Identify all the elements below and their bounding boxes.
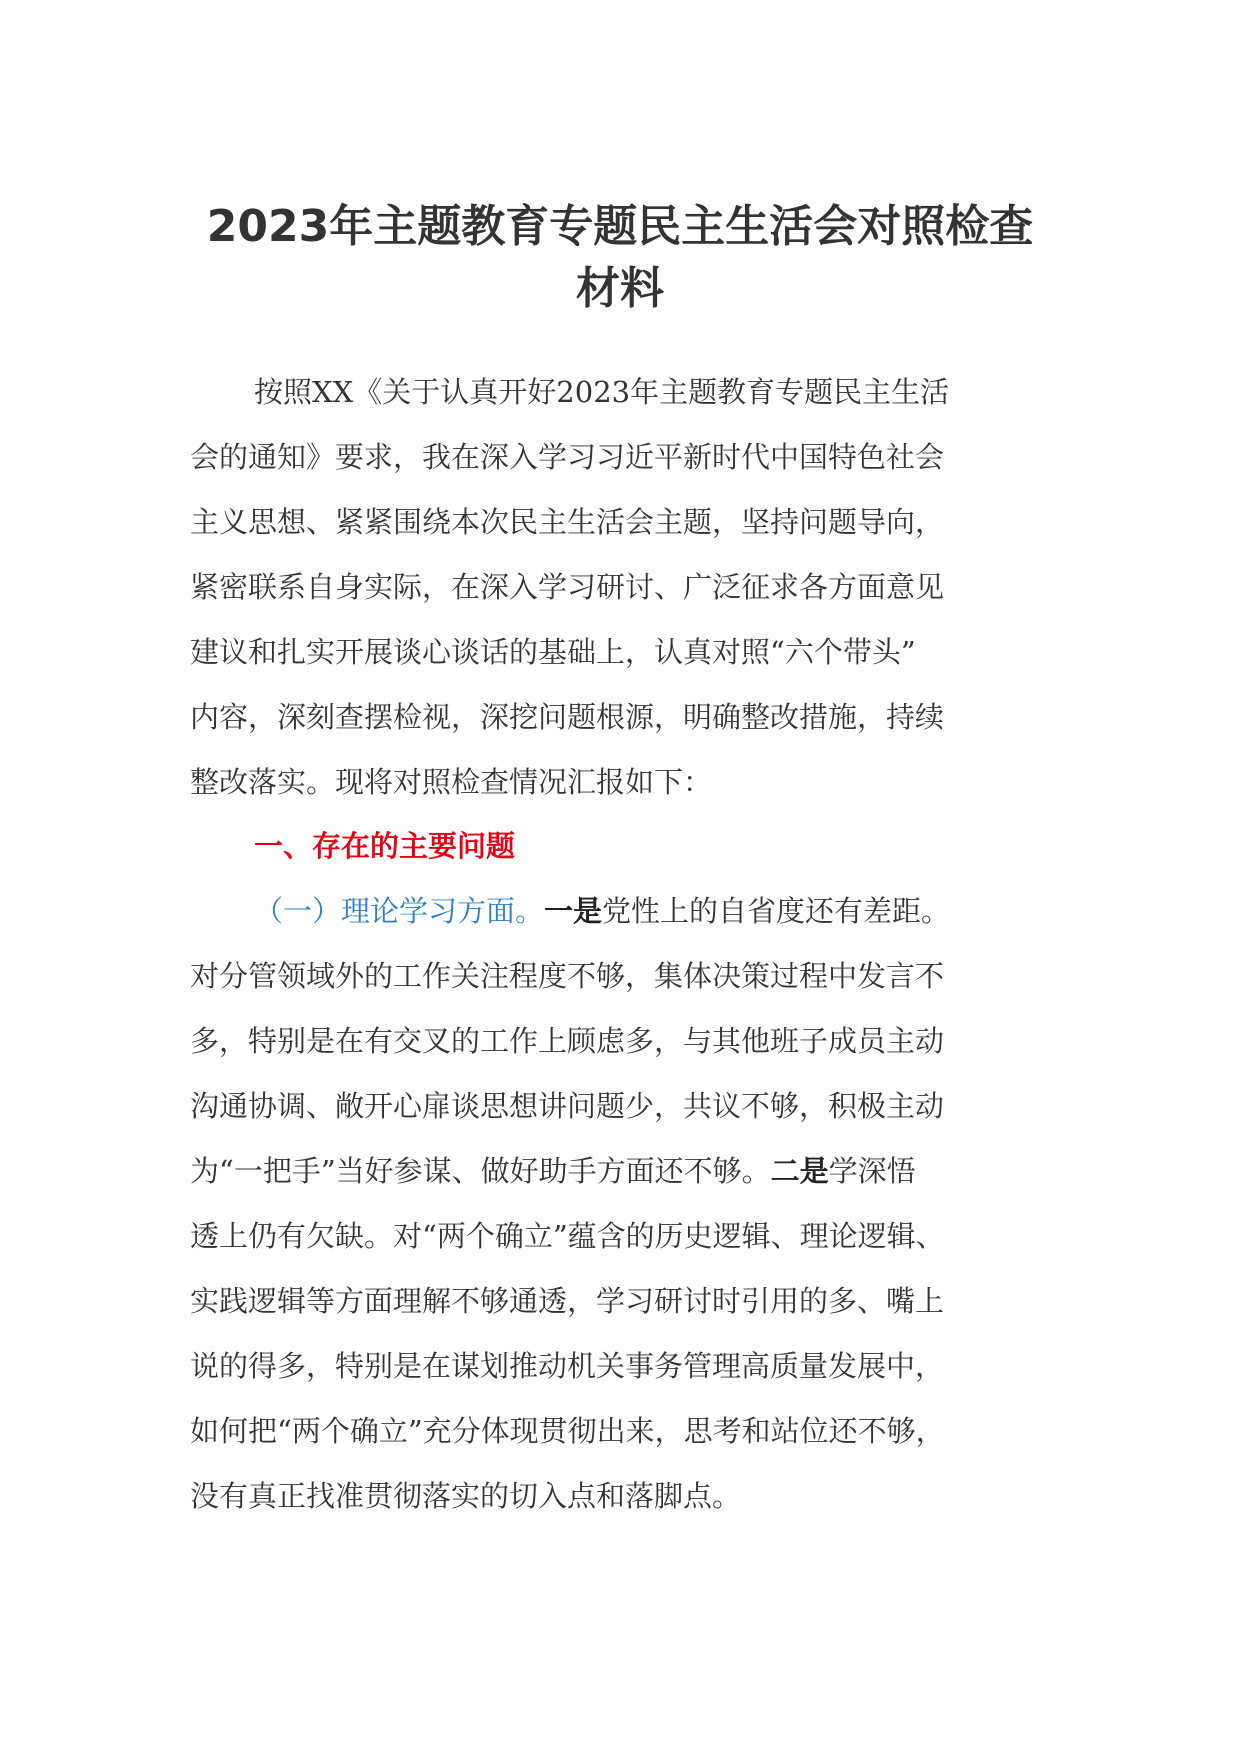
paragraph-line: 沟通协调、敞开心扉谈思想讲问题少，共议不够，积极主动 (190, 1089, 945, 1123)
title-line-1: 2023年主题教育专题民主生活会对照检查 (206, 201, 1034, 252)
intro-paragraph (190, 360, 1070, 815)
bold-lead-second: 二是 (770, 1154, 829, 1188)
line-text: 学深悟 (828, 1154, 916, 1188)
intro-line: 建议和扎实开展谈心谈话的基础上，认真对照“六个带头” (190, 635, 916, 669)
intro-line: 会的通知》要求，我在深入学习习近平新时代中国特色社会 (190, 440, 945, 474)
bold-lead-first: 一是 (544, 894, 603, 928)
line-text: 党性上的自省度还有差距。 (602, 894, 951, 928)
paragraph-line: 实践逻辑等方面理解不够通透，学习研讨时引用的多、嘴上 (190, 1284, 945, 1318)
intro-line: 整改落实。现将对照检查情况汇报如下： (190, 765, 713, 799)
line-text: 为“一把手”当好参谋、做好助手方面还不够。 (190, 1154, 771, 1188)
section-heading: 一、存在的主要问题 (254, 829, 516, 863)
paragraph-line (190, 1139, 1070, 1204)
paragraph-line: 透上仍有欠缺。对“两个确立”蕴含的历史逻辑、理论逻辑、 (190, 1219, 945, 1253)
title-line-2: 材料 (576, 263, 664, 314)
paragraph-line: 没有真正找准贯彻落实的切入点和落脚点。 (190, 1479, 742, 1513)
paragraph-line: 多，特别是在有交叉的工作上顾虑多，与其他班子成员主动 (190, 1024, 945, 1058)
intro-line: 按照XX《关于认真开好2023年主题教育专题民主生活 (254, 375, 950, 409)
sub-heading: （一）理论学习方面。 (254, 894, 545, 928)
paragraph-line: 如何把“两个确立”充分体现贯彻出来，思考和站位还不够， (190, 1414, 945, 1448)
intro-line: 主义思想、紧紧围绕本次民主生活会主题，坚持问题导向， (190, 505, 945, 539)
paragraph-line: 对分管领域外的工作关注程度不够，集体决策过程中发言不 (190, 959, 945, 993)
paragraph-line: 说的得多，特别是在谋划推动机关事务管理高质量发展中， (190, 1349, 945, 1383)
theory-study-paragraph (190, 879, 1070, 1529)
paragraph-line (190, 879, 1070, 944)
document-title (150, 196, 1090, 320)
intro-line: 内容，深刻查摆检视，深挖问题根源，明确整改措施，持续 (190, 700, 945, 734)
intro-line: 紧密联系自身实际，在深入学习研讨、广泛征求各方面意见 (190, 570, 945, 604)
